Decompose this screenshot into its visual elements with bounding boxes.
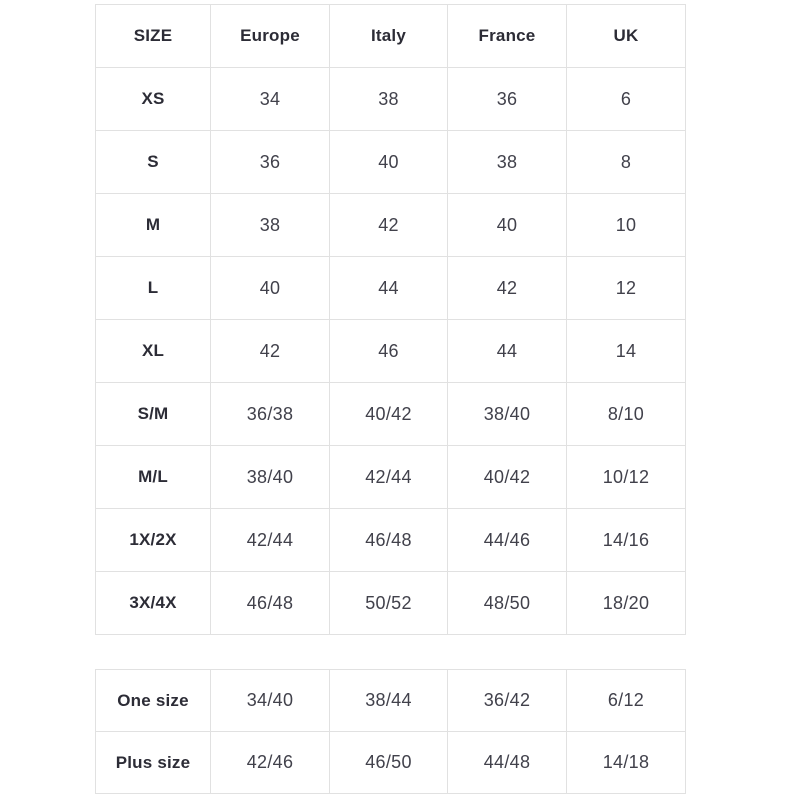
header-row bbox=[96, 5, 686, 68]
europe-cell: 34/40 bbox=[211, 670, 330, 732]
italy-cell: 42 bbox=[330, 194, 448, 257]
italy-cell: 42/44 bbox=[330, 446, 448, 509]
column-header-italy: Italy bbox=[330, 5, 448, 68]
italy-cell: 38 bbox=[330, 68, 448, 131]
size-conversion-table bbox=[95, 4, 686, 635]
europe-cell: 42/44 bbox=[211, 509, 330, 572]
france-cell: 38/40 bbox=[448, 383, 567, 446]
europe-cell: 40 bbox=[211, 257, 330, 320]
france-cell: 40/42 bbox=[448, 446, 567, 509]
column-header-europe: Europe bbox=[211, 5, 330, 68]
uk-cell: 10/12 bbox=[567, 446, 686, 509]
table-row bbox=[96, 446, 686, 509]
europe-cell: 36/38 bbox=[211, 383, 330, 446]
france-cell: 44 bbox=[448, 320, 567, 383]
column-header-france: France bbox=[448, 5, 567, 68]
special-sizes-table bbox=[95, 669, 686, 794]
uk-cell: 8 bbox=[567, 131, 686, 194]
europe-cell: 46/48 bbox=[211, 572, 330, 635]
europe-cell: 38/40 bbox=[211, 446, 330, 509]
column-header-uk: UK bbox=[567, 5, 686, 68]
italy-cell: 46/50 bbox=[330, 732, 448, 794]
france-cell: 42 bbox=[448, 257, 567, 320]
column-header-size: SIZE bbox=[96, 5, 211, 68]
size-cell: S/M bbox=[96, 383, 211, 446]
table-row bbox=[96, 320, 686, 383]
france-cell: 40 bbox=[448, 194, 567, 257]
size-cell: L bbox=[96, 257, 211, 320]
uk-cell: 10 bbox=[567, 194, 686, 257]
size-cell: S bbox=[96, 131, 211, 194]
uk-cell: 8/10 bbox=[567, 383, 686, 446]
uk-cell: 6/12 bbox=[567, 670, 686, 732]
italy-cell: 38/44 bbox=[330, 670, 448, 732]
uk-cell: 6 bbox=[567, 68, 686, 131]
france-cell: 36/42 bbox=[448, 670, 567, 732]
size-cell: Plus size bbox=[96, 732, 211, 794]
table-row bbox=[96, 257, 686, 320]
size-cell: One size bbox=[96, 670, 211, 732]
uk-cell: 18/20 bbox=[567, 572, 686, 635]
table-row bbox=[96, 131, 686, 194]
uk-cell: 12 bbox=[567, 257, 686, 320]
italy-cell: 46 bbox=[330, 320, 448, 383]
italy-cell: 46/48 bbox=[330, 509, 448, 572]
uk-cell: 14/16 bbox=[567, 509, 686, 572]
france-cell: 44/46 bbox=[448, 509, 567, 572]
table-row bbox=[96, 572, 686, 635]
italy-cell: 40/42 bbox=[330, 383, 448, 446]
table-row bbox=[96, 383, 686, 446]
size-cell: XS bbox=[96, 68, 211, 131]
italy-cell: 50/52 bbox=[330, 572, 448, 635]
france-cell: 38 bbox=[448, 131, 567, 194]
europe-cell: 36 bbox=[211, 131, 330, 194]
size-cell: 3X/4X bbox=[96, 572, 211, 635]
france-cell: 48/50 bbox=[448, 572, 567, 635]
table-row bbox=[96, 509, 686, 572]
france-cell: 36 bbox=[448, 68, 567, 131]
italy-cell: 40 bbox=[330, 131, 448, 194]
size-cell: XL bbox=[96, 320, 211, 383]
europe-cell: 34 bbox=[211, 68, 330, 131]
size-cell: 1X/2X bbox=[96, 509, 211, 572]
table-row bbox=[96, 670, 686, 732]
france-cell: 44/48 bbox=[448, 732, 567, 794]
europe-cell: 42/46 bbox=[211, 732, 330, 794]
table-row bbox=[96, 732, 686, 794]
table-row bbox=[96, 68, 686, 131]
size-cell: M/L bbox=[96, 446, 211, 509]
table-row bbox=[96, 194, 686, 257]
size-cell: M bbox=[96, 194, 211, 257]
uk-cell: 14 bbox=[567, 320, 686, 383]
europe-cell: 38 bbox=[211, 194, 330, 257]
uk-cell: 14/18 bbox=[567, 732, 686, 794]
italy-cell: 44 bbox=[330, 257, 448, 320]
europe-cell: 42 bbox=[211, 320, 330, 383]
